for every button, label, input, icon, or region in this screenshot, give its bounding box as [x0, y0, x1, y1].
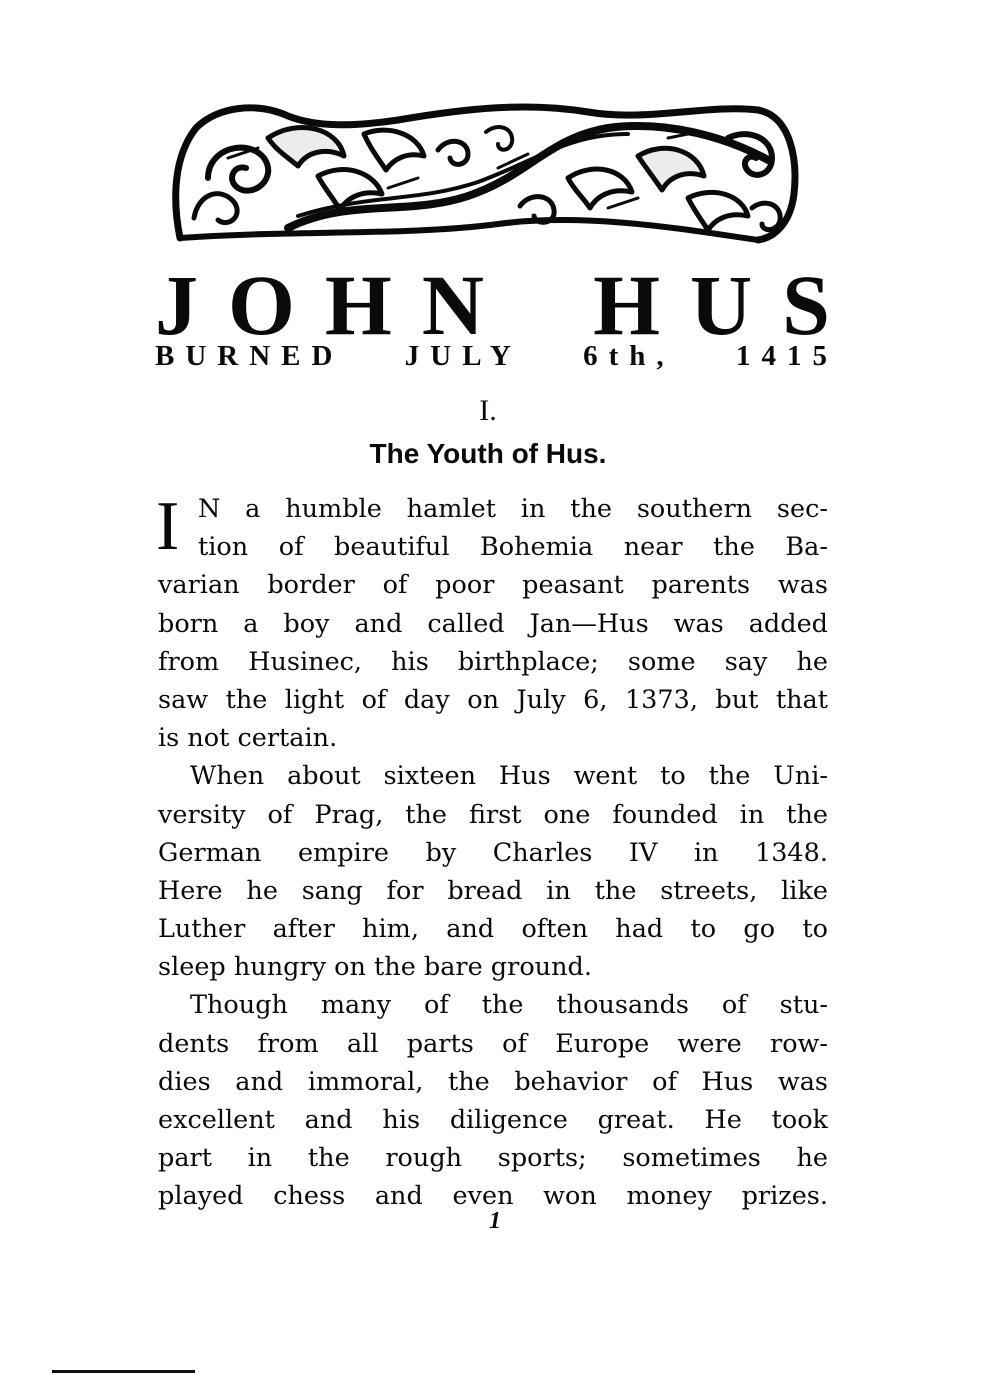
title-letter: N: [421, 257, 484, 353]
title-letter: H: [324, 257, 392, 353]
text-line: When about sixteen Hus went to the Uni-: [190, 761, 828, 792]
text-line: from Husinec, his birthplace; some say he: [158, 646, 828, 677]
book-title: [155, 257, 830, 353]
text-line: played chess and even won money prizes.: [158, 1181, 828, 1212]
subtitle-word: 6th,: [583, 340, 675, 372]
text-line: born a boy and called Jan—Hus was added: [158, 608, 828, 639]
text-line: is not certain.: [158, 723, 338, 754]
text-line: German empire by Charles IV in 1348.: [158, 837, 828, 868]
footer-rule: [52, 1370, 195, 1373]
text-line: tion of beautiful Bohemia near the Ba-: [198, 532, 828, 563]
page-number: 1: [489, 1208, 501, 1234]
text-line: Here he sang for bread in the streets, like: [158, 875, 828, 906]
text-line: dents from all parts of Europe were row-: [158, 1028, 828, 1059]
ornamental-headpiece: [168, 98, 802, 244]
text-line: N a humble hamlet in the southern sec-: [198, 494, 828, 524]
text-line: Luther after him, and often had to go to: [158, 914, 828, 945]
title-letter: J: [155, 257, 198, 353]
chapter-heading: The Youth of Hus.: [369, 438, 607, 469]
paragraph-3: [158, 986, 828, 1215]
title-letter: O: [228, 257, 295, 353]
subtitle-word: BURNED: [155, 340, 344, 372]
drop-cap: I: [156, 488, 180, 565]
text-line: versity of Prag, the first one founded in the: [158, 799, 828, 830]
title-word-hus: [593, 257, 830, 353]
text-line: excellent and his diligence great. He took: [158, 1105, 828, 1135]
text-line: varian border of poor peasant parents was: [158, 570, 828, 601]
paragraph-1: [158, 490, 828, 757]
text-line: sleep hungry on the bare ground.: [158, 952, 592, 983]
chapter-number: I.: [479, 394, 497, 427]
paragraph-2: [158, 757, 828, 986]
subtitle: [155, 340, 838, 372]
subtitle-word: 1415: [735, 340, 838, 372]
body-text: [158, 490, 828, 1216]
title-letter: H: [593, 257, 661, 353]
text-line: dies and immoral, the behavior of Hus was: [158, 1066, 828, 1097]
text-line: saw the light of day on July 6, 1373, but that: [158, 684, 828, 715]
text-line: part in the rough sports; sometimes he: [158, 1143, 828, 1174]
subtitle-word: JULY: [404, 340, 522, 372]
text-line: Though many of the thousands of stu-: [190, 990, 828, 1021]
title-word-john: [155, 257, 484, 353]
title-letter: U: [690, 257, 753, 353]
title-letter: S: [782, 257, 830, 353]
